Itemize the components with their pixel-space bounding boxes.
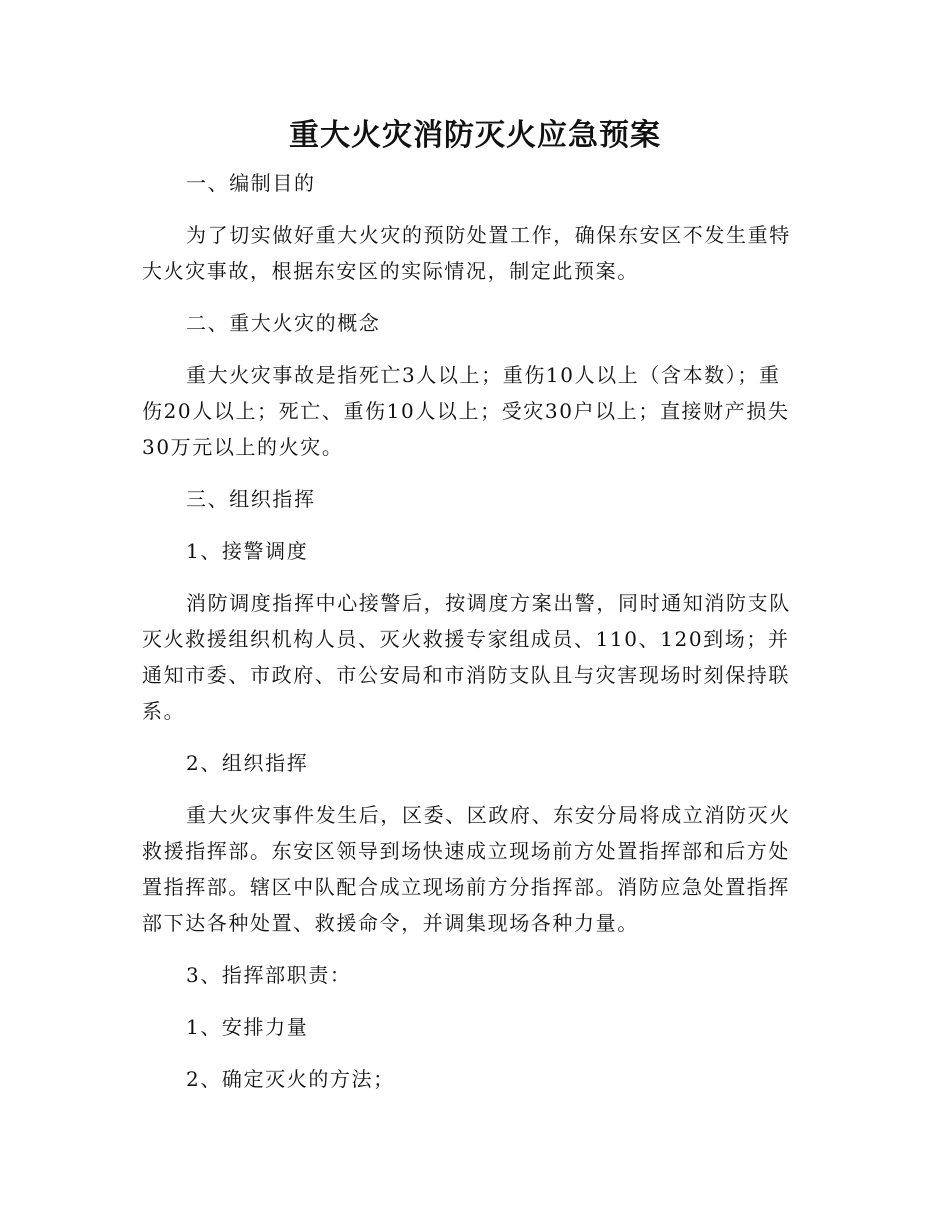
document-body (142, 165, 802, 1097)
list-item-method: 2、确定灭火的方法； (186, 1067, 395, 1091)
paragraph-dispatch: 消防调度指挥中心接警后，按调度方案出警，同时通知消防支队灭火救援组织机构人员、灭火救援专家组成员、110、120到场；并通知市委、市政府、市公安局和市消防支队且与灾害现场时刻保持联系。 (142, 591, 791, 723)
subheading-dispatch: 1、接警调度 (186, 539, 309, 563)
list-item-forces: 1、安排力量 (186, 1015, 309, 1039)
paragraph-concept: 重大火灾事故是指死亡3人以上；重伤10人以上（含本数）；重伤20人以上；死亡、重伤10人以上；受灾30户以上；直接财产损失30万元以上的火灾。 (142, 363, 790, 459)
subheading-command: 2、组织指挥 (186, 751, 309, 775)
paragraph-purpose: 为了切实做好重大火灾的预防处置工作，确保东安区不发生重特大火灾事故，根据东安区的实际情况，制定此预案。 (142, 223, 791, 283)
section-heading-purpose: 一、编制目的 (186, 171, 316, 195)
subheading-duties: 3、指挥部职责： (186, 963, 352, 987)
section-heading-command: 三、组织指挥 (186, 487, 316, 511)
document-title: 重大火灾消防灭火应急预案 (289, 118, 661, 153)
section-heading-concept: 二、重大火灾的概念 (186, 311, 381, 335)
paragraph-command: 重大火灾事件发生后，区委、区政府、东安分局将成立消防灭火救援指挥部。东安区领导到场快速成立现场前方处置指挥部和后方处置指挥部。辖区中队配合成立现场前方分指挥部。消防应急处置指挥部下达各种处置、救援命令，并调集现场各种力量。 (142, 803, 791, 935)
